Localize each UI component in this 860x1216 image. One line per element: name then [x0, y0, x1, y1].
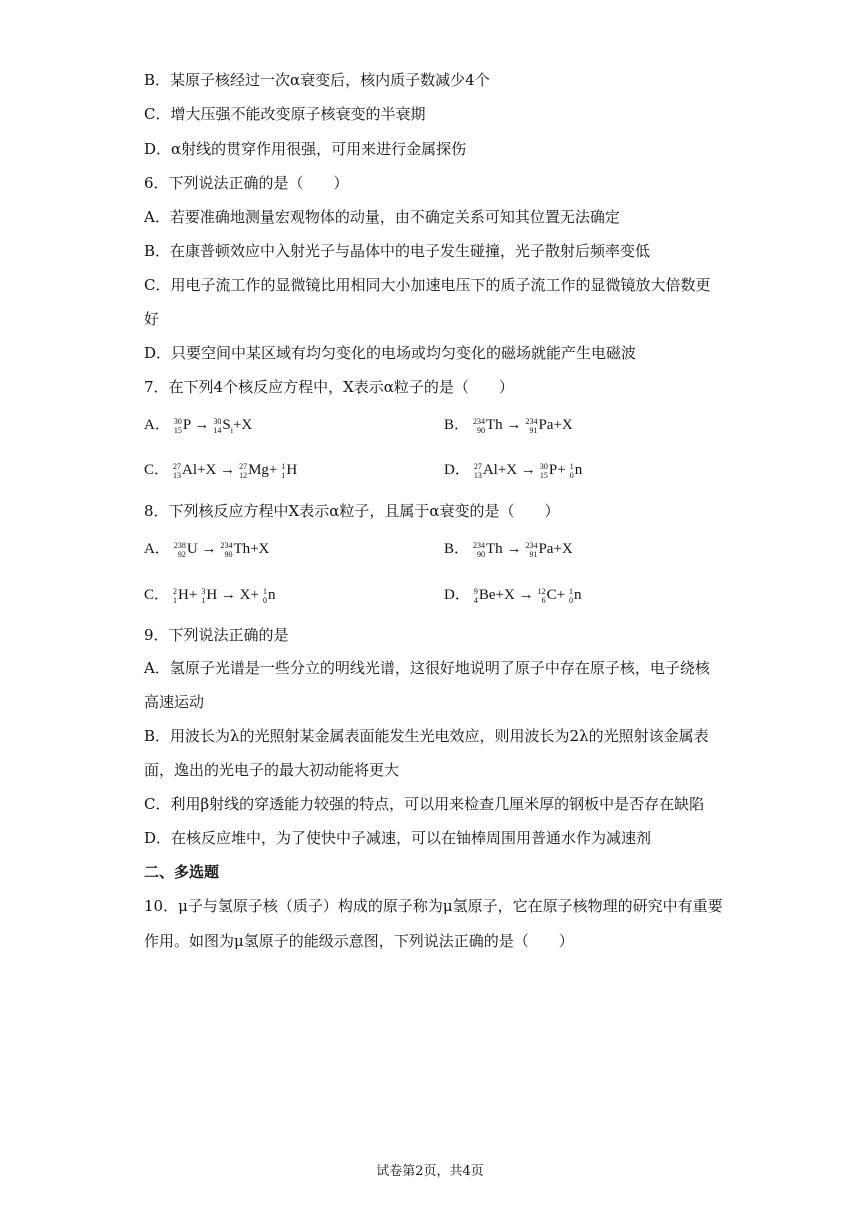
page-footer: 试卷第2页，共4页: [376, 1164, 484, 1179]
section-heading: 二、多选题: [144, 863, 220, 881]
q9-option-a-line1: A．氢原子光谱是一些分立的明线光谱，这很好地说明了原子中存在原子核，电子绕核: [144, 659, 710, 677]
q8-option-a: A． 238 92 U → 234 90 Th+X: [144, 540, 270, 559]
q9-stem: 9．下列说法正确的是: [144, 626, 289, 644]
q6-option-c-line1: C．用电子流工作的显微镜比用相同大小加速电压下的质子流工作的显微镜放大倍数更: [144, 276, 711, 294]
q8-option-c: C． 2 1 H+ 3 1 H → X+ 1 0 n: [144, 586, 276, 605]
q8-option-b: B． 234 90 Th → 234 91 Pa+X: [444, 540, 573, 559]
q5-option-d: D．α射线的贯穿作用很强，可用来进行金属探伤: [144, 140, 467, 158]
q6-option-c-line2: 好: [144, 310, 160, 328]
q6-option-a: A．若要准确地测量宏观物体的动量，由不确定关系可知其位置无法确定: [144, 208, 620, 226]
q10-stem-line1: 10．μ子与氢原子核（质子）构成的原子称为μ氢原子，它在原子核物理的研究中有重要: [144, 897, 723, 915]
q9-option-d: D．在核反应堆中，为了使快中子减速，可以在铀棒周围用普通水作为减速剂: [144, 829, 652, 847]
q7-option-b: B． 234 90 Th → 234 91 Pa+X: [444, 416, 573, 435]
q8-option-d: D． 9 4 Be+X → 12 6 C+ 1 0 n: [444, 586, 582, 605]
q9-option-a-line2: 高速运动: [144, 693, 205, 711]
q5-option-b: B．某原子核经过一次α衰变后，核内质子数减少4个: [144, 71, 490, 89]
q5-option-c: C．增大压强不能改变原子核衰变的半衰期: [144, 105, 426, 123]
q7-stem: 7．在下列4个核反应方程中，X表示α粒子的是（ ）: [144, 378, 514, 396]
q6-option-b: B．在康普顿效应中入射光子与晶体中的电子发生碰撞，光子散射后频率变低: [144, 242, 651, 260]
q6-stem: 6．下列说法正确的是（ ）: [144, 174, 349, 192]
q9-option-c: C．利用β射线的穿透能力较强的特点，可以用来检查几厘米厚的钢板中是否存在缺陷: [144, 795, 705, 813]
q9-option-b-line2: 面，逸出的光电子的最大初动能将更大: [144, 761, 400, 779]
q7-option-a: A． 30 15 P → 30 14 $S_i+X$: [144, 416, 253, 435]
q9-option-b-line1: B．用波长为λ的光照射某金属表面能发生光电效应，则用波长为2λ的光照射该金属表: [144, 727, 709, 745]
q7-option-d: D． 27 13 Al+X → 30 15 P+ 1 0 n: [444, 461, 583, 480]
q10-stem-line2: 作用。如图为μ氢原子的能级示意图，下列说法正确的是（ ）: [144, 932, 574, 950]
q7-option-c: C． 27 13 Al+X → 27 12 Mg+ 1 1 H: [144, 461, 298, 480]
q6-option-d: D．只要空间中某区域有均匀变化的电场或均匀变化的磁场就能产生电磁波: [144, 344, 637, 362]
q8-stem: 8．下列核反应方程中X表示α粒子，且属于α衰变的是（ ）: [144, 502, 560, 520]
